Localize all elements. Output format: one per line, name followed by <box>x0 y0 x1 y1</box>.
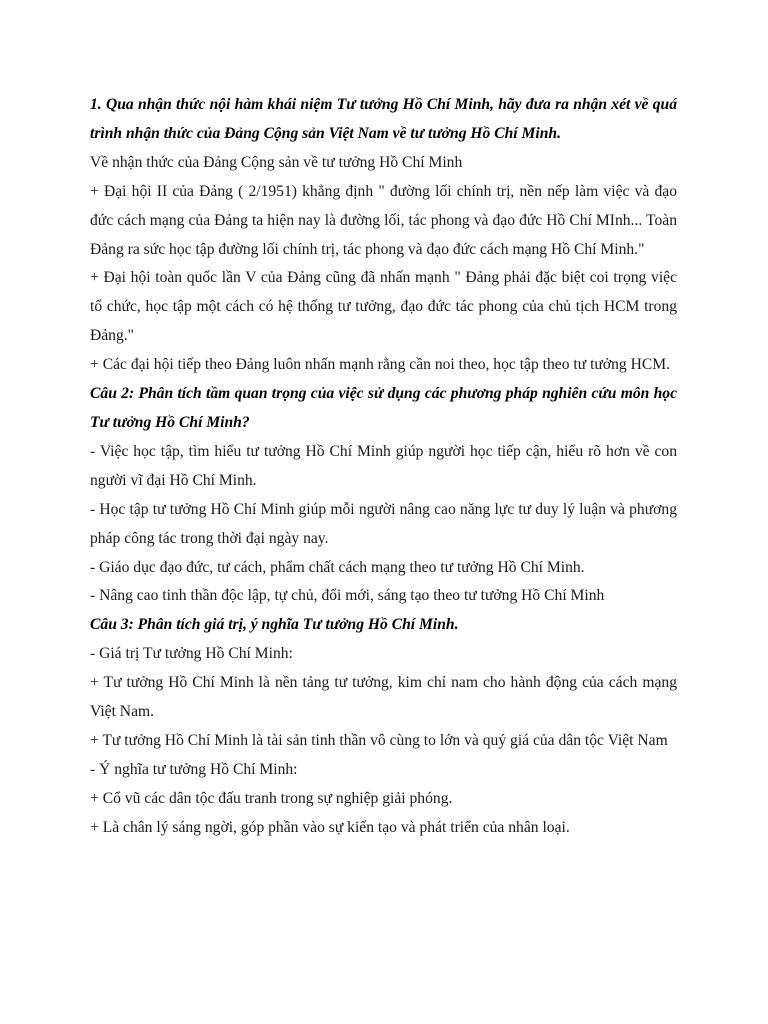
q1-paragraph-1: Về nhận thức của Đảng Cộng sản về tư tưởng Hồ Chí Minh <box>90 153 463 171</box>
q3-paragraph-3: + Tư tưởng Hồ Chí Minh là tài sản tinh thần vô cùng to lớn và quý giá của dân tộc Việt Nam <box>90 731 668 749</box>
question-1-heading: 1. Qua nhận thức nội hàm khái niệm Tư tưởng Hồ Chí Minh, hãy đưa ra nhận xét về quá trình nhận thức của Đảng Cộng sản Việt Nam về tư tưởng Hồ Chí Minh. <box>90 96 677 142</box>
q2-paragraph-3: - Giáo dục đạo đức, tư cách, phẩm chất cách mạng theo tư tưởng Hồ Chí Minh. <box>90 558 585 576</box>
q2-paragraph-2: - Học tập tư tưởng Hồ Chí Minh giúp mỗi người nâng cao năng lực tư duy lý luận và phương pháp công tác trong thời đại ngày nay. <box>90 500 677 547</box>
q3-paragraph-4: - Ý nghĩa tư tưởng Hồ Chí Minh: <box>90 760 298 778</box>
q2-paragraph-4: - Nâng cao tinh thần độc lập, tự chủ, đổi mới, sáng tạo theo tư tưởng Hồ Chí Minh <box>90 587 605 605</box>
q3-paragraph-2: + Tư tưởng Hồ Chí Minh là nền tảng tư tưởng, kim chỉ nam cho hành động của cách mạng Việt Nam. <box>90 674 677 721</box>
question-3-heading: Câu 3: Phân tích giá trị, ý nghĩa Tư tưởng Hồ Chí Minh. <box>90 616 459 634</box>
q1-paragraph-4: + Các đại hội tiếp theo Đảng luôn nhấn mạnh rằng cần noi theo, học tập theo tư tưởng HCM. <box>90 356 671 374</box>
q3-paragraph-6: + Là chân lý sáng ngời, góp phần vào sự kiến tạo và phát triển của nhân loại. <box>90 818 570 836</box>
q1-paragraph-3: + Đại hội toàn quốc lần V của Đảng cũng đã nhấn mạnh " Đảng phải đặc biệt coi trọng việc tổ chức, học tập một cách có hệ thống tư tưởng, đạo đức tác phong của chủ tịch HCM trong Đảng." <box>90 269 677 345</box>
document-page <box>90 91 677 843</box>
q2-paragraph-1: - Việc học tập, tìm hiểu tư tưởng Hồ Chí Minh giúp người học tiếp cận, hiểu rõ hơn về con người vĩ đại Hồ Chí Minh. <box>90 442 677 489</box>
q1-paragraph-2: + Đại hội II của Đảng ( 2/1951) khẳng định " đường lối chính trị, nền nếp làm việc và đạo đức cách mạng của Đảng ta hiện nay là đường lối, tác phong và đạo đức Hồ Chí MInh... Toàn Đảng ra sức học tập đường lối chính trị, tác phong và đạo đức cách mạng Hồ Chí Minh." <box>90 182 677 258</box>
question-2-heading: Câu 2: Phân tích tầm quan trọng của việc sử dụng các phương pháp nghiên cứu môn học Tư tưởng Hồ Chí Minh? <box>90 385 677 431</box>
q3-paragraph-5: + Cổ vũ các dân tộc đấu tranh trong sự nghiệp giải phóng. <box>90 789 453 807</box>
q3-paragraph-1: - Giá trị Tư tưởng Hồ Chí Minh: <box>90 645 293 663</box>
